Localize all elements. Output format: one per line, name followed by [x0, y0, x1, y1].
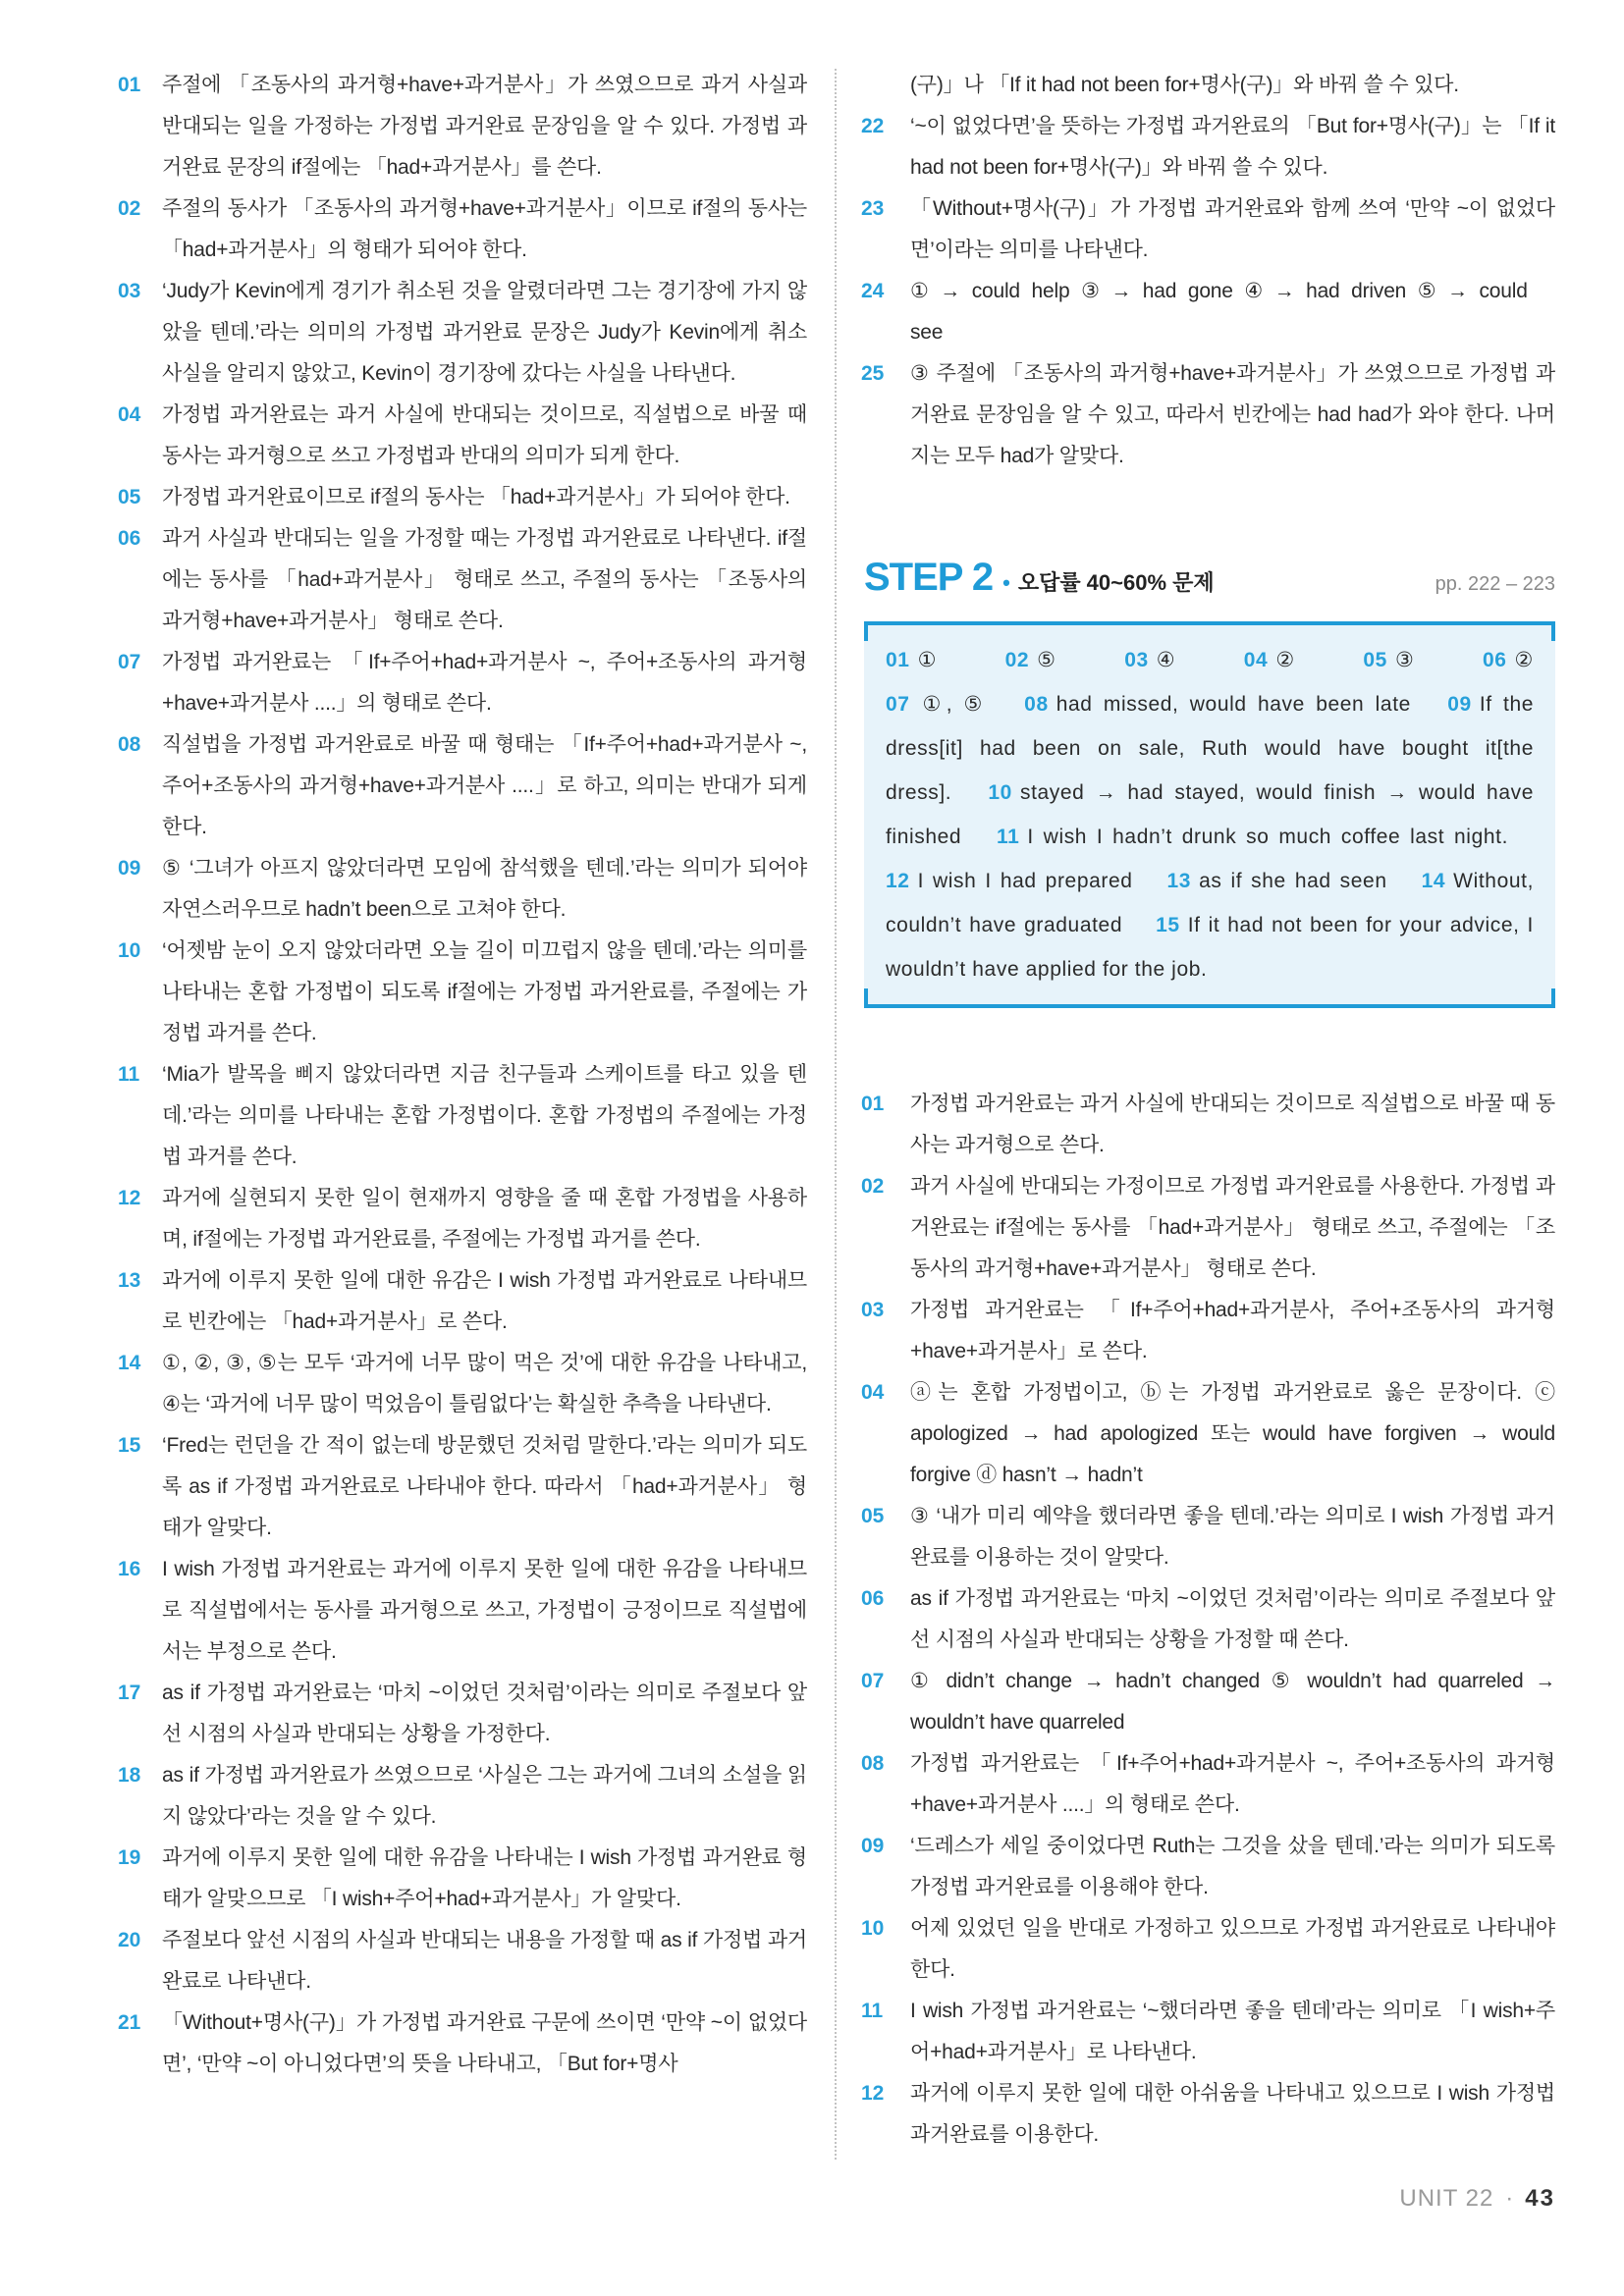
page-number: 43	[1525, 2185, 1555, 2212]
item-text: 직설법을 가정법 과거완료로 바꿀 때 형태는 「If+주어+had+과거분사 ~, 주어+조동사의 과거형+have+과거분사 ....」로 하고, 의미는 반대가 되게 한다.	[162, 733, 807, 838]
item-number: 08	[118, 733, 141, 756]
step-label: STEP 2	[864, 556, 994, 599]
item-text: ① → could help ③ → had gone ④ → had driven ⑤ → could see	[910, 280, 1528, 344]
explanation-item-15	[118, 1425, 807, 1549]
step2-item-10	[861, 1908, 1555, 1991]
item-number: 13	[118, 1269, 141, 1292]
item-text: 가정법 과거완료는 과거 사실에 반대되는 것이므로, 직설법으로 바꿀 때 동사는 과거형으로 쓰고 가정법과 반대의 의미가 되게 한다.	[162, 403, 807, 467]
answer-04	[1244, 638, 1295, 682]
step2-item-08	[861, 1743, 1555, 1826]
item-number: 09	[118, 857, 141, 880]
item-number: 23	[861, 197, 885, 220]
footer-separator: ·	[1505, 2185, 1514, 2212]
item-text: as if 가정법 과거완료는 ‘마치 ~이었던 것처럼’이라는 의미로 주절보다 앞선 시점의 사실과 반대되는 상황을 가정한다.	[162, 1682, 807, 1745]
answer-number: 10	[988, 781, 1012, 804]
item-text: 과거에 이루지 못한 일에 대한 유감은 I wish 가정법 과거완료로 나타내므로 빈칸에는 「had+과거분사」로 쓴다.	[162, 1269, 807, 1333]
item-number: 03	[861, 1299, 885, 1321]
item-number: 03	[118, 280, 141, 302]
step2-item-09	[861, 1826, 1555, 1908]
answer-number: 14	[1421, 870, 1446, 892]
step2-item-03	[861, 1290, 1555, 1372]
item-number: 05	[118, 486, 141, 508]
item-text: 가정법 과거완료는 「If+주어+had+과거분사, 주어+조동사의 과거형+have+과거분사」로 쓴다.	[910, 1299, 1555, 1362]
explanation-item-09	[118, 848, 807, 931]
column-divider	[835, 69, 837, 2160]
item-number: 24	[861, 280, 885, 302]
item-text: 가정법 과거완료는 「If+주어+had+과거분사 ~, 주어+조동사의 과거형+have+과거분사 ....」의 형태로 쓴다.	[162, 651, 807, 715]
answer-text: stayed → had stayed, would finish → would have finished	[886, 781, 1534, 848]
box-corner	[1551, 625, 1555, 641]
explanation-item-03	[118, 271, 807, 395]
answer-text: as if she had seen	[1199, 870, 1387, 892]
explanation-item-07	[118, 642, 807, 724]
bullet-icon: •	[1002, 570, 1010, 595]
answer-01	[886, 638, 937, 682]
item-text: 주절에 「조동사의 과거형+have+과거분사」가 쓰였으므로 과거 사실과 반대되는 일을 가정하는 가정법 과거완료 문장임을 알 수 있다. 가정법 과거완료 문장의 if절에는 「had+과거분사」를 쓴다.	[162, 74, 807, 179]
explanation-item-20	[118, 1920, 807, 2002]
explanation-item-06	[118, 518, 807, 642]
item-number: 22	[861, 115, 885, 137]
item-text: 어제 있었던 일을 반대로 가정하고 있으므로 가정법 과거완료로 나타내야 한다.	[910, 1917, 1555, 1981]
answer-number: 05	[1363, 649, 1387, 671]
answer-06	[1483, 638, 1534, 682]
item-number: 01	[118, 74, 141, 96]
page-reference: pp. 222 – 223	[1435, 573, 1555, 595]
answer-text: ③	[1394, 649, 1415, 671]
unit-label: UNIT 22	[1399, 2185, 1494, 2212]
item-number: 04	[861, 1381, 885, 1404]
item-number: 12	[861, 2082, 885, 2105]
item-text: 주절의 동사가 「조동사의 과거형+have+과거분사」이므로 if절의 동사는 「had+과거분사」의 형태가 되어야 한다.	[162, 197, 807, 261]
answer-text: ④	[1156, 649, 1176, 671]
answer-11	[997, 826, 1508, 848]
item-text: I wish 가정법 과거완료는 ‘~했더라면 좋을 텐데’라는 의미로 「I wish+주어+had+과거분사」로 나타낸다.	[910, 2000, 1555, 2063]
explanation-item-23	[861, 188, 1555, 271]
item-number: 10	[861, 1917, 885, 1940]
item-text: 「Without+명사(구)」가 가정법 과거완료 구문에 쓰이면 ‘만약 ~이 없었다면’, ‘만약 ~이 아니었다면’의 뜻을 나타내고, 「But for+명사	[162, 2011, 807, 2075]
left-column	[118, 65, 807, 2085]
step2-item-12	[861, 2073, 1555, 2156]
page-footer	[1399, 2185, 1555, 2213]
step2-item-07	[861, 1661, 1555, 1743]
item-number: 04	[118, 403, 141, 426]
answer-text: If it had not been for your advice, I wouldn’t have applied for the job.	[886, 914, 1534, 981]
answer-number: 12	[886, 870, 910, 892]
item-number: 05	[861, 1505, 885, 1527]
step2-item-04	[861, 1372, 1555, 1496]
item-number: 15	[118, 1434, 141, 1457]
item-text: ⑤ ‘그녀가 아프지 않았더라면 모임에 참석했을 텐데.’라는 의미가 되어야 자연스러우므로 hadn’t been으로 고쳐야 한다.	[162, 857, 807, 921]
item-text: ‘드레스가 세일 중이었다면 Ruth는 그것을 샀을 텐데.’라는 의미가 되도록 가정법 과거완료를 이용해야 한다.	[910, 1835, 1555, 1898]
item-text: 가정법 과거완료는 「If+주어+had+과거분사 ~, 주어+조동사의 과거형+have+과거분사 ....」의 형태로 쓴다.	[910, 1752, 1555, 1816]
explanation-item-02	[118, 188, 807, 271]
answer-13	[1167, 870, 1387, 892]
answer-number: 02	[1004, 649, 1030, 671]
explanation-item-14	[118, 1343, 807, 1425]
item-number: 19	[118, 1846, 141, 1869]
answer-number: 03	[1124, 649, 1149, 671]
item-text: ① didn’t change → hadn’t changed ⑤ wouldn’t had quarreled → wouldn’t have quarreled	[910, 1670, 1555, 1734]
answer-text: Without, couldn’t have graduated	[886, 870, 1534, 936]
item-number: 06	[118, 527, 141, 550]
step2-header	[864, 556, 1555, 611]
item-text: 과거 사실에 반대되는 가정이므로 가정법 과거완료를 사용한다. 가정법 과거완료는 if절에는 동사를 「had+과거분사」 형태로 쓰고, 주절에는 「조동사의 과거형+have+과거분사」 형태로 쓴다.	[910, 1175, 1555, 1280]
explanation-item-11	[118, 1054, 807, 1178]
explanation-item-10	[118, 931, 807, 1054]
step2-item-01	[861, 1084, 1555, 1166]
answer-number: 04	[1243, 649, 1269, 671]
item-text: ‘어젯밤 눈이 오지 않았더라면 오늘 길이 미끄럽지 않을 텐데.’라는 의미를 나타내는 혼합 가정법이 되도록 if절에는 가정법 과거완료를, 주절에는 가정법 과거를 쓴다.	[162, 939, 807, 1044]
item-text: 과거 사실과 반대되는 일을 가정할 때는 가정법 과거완료로 나타낸다. if절에는 동사를 「had+과거분사」 형태로 쓰고, 주절의 동사는 「조동사의 과거형+have+과거분사」 형태로 쓴다.	[162, 527, 807, 632]
item-text: ‘Mia가 발목을 삐지 않았더라면 지금 친구들과 스케이트를 타고 있을 텐데.’라는 의미를 나타내는 혼합 가정법이다. 혼합 가정법의 주절에는 가정법 과거를 쓴다.	[162, 1063, 807, 1168]
answer-number: 09	[1447, 693, 1472, 716]
item-text: 과거에 이루지 못한 일에 대한 아쉬움을 나타내고 있으므로 I wish 가정법 과거완료를 이용한다.	[910, 2082, 1555, 2146]
item-number: 02	[861, 1175, 885, 1198]
step2-item-06	[861, 1578, 1555, 1661]
right-column-step1	[861, 65, 1555, 477]
answer-number: 07	[886, 693, 910, 716]
item-21-continuation: (구)」나 「If it had not been for+명사(구)」와 바꿔 쓸 수 있다.	[910, 74, 1459, 96]
answer-number: 11	[997, 826, 1020, 848]
explanation-item-01	[118, 65, 807, 188]
answer-number: 06	[1482, 649, 1507, 671]
step2-item-05	[861, 1496, 1555, 1578]
answer-row-1	[886, 638, 1534, 682]
item-text: 가정법 과거완료는 과거 사실에 반대되는 것이므로 직설법으로 바꿀 때 동사는 과거형으로 쓴다.	[910, 1093, 1555, 1156]
box-corner	[864, 625, 868, 641]
box-corner	[1551, 988, 1555, 1004]
item-number: 17	[118, 1682, 141, 1704]
answer-text: ②	[1514, 649, 1534, 671]
explanation-item-24	[861, 271, 1555, 353]
answer-text: ①, ⑤	[917, 693, 988, 716]
item-number: 08	[861, 1752, 885, 1775]
explanation-item-13	[118, 1260, 807, 1343]
item-number: 20	[118, 1929, 141, 1951]
explanation-item-25	[861, 353, 1555, 477]
answer-text: I wish I hadn’t drunk so much coffee last night.	[1027, 826, 1508, 848]
item-number: 07	[861, 1670, 885, 1692]
item-number: 16	[118, 1558, 141, 1580]
item-number: 02	[118, 197, 141, 220]
item-number: 18	[118, 1764, 141, 1787]
item-text: 주절보다 앞선 시점의 사실과 반대되는 내용을 가정할 때 as if 가정법 과거완료로 나타낸다.	[162, 1929, 807, 1993]
explanation-item-16	[118, 1549, 807, 1673]
answer-12	[886, 870, 1133, 892]
explanation-item-18	[118, 1755, 807, 1838]
answer-07	[886, 693, 988, 716]
answer-number: 13	[1166, 870, 1192, 892]
explanation-item-22	[861, 106, 1555, 188]
explanation-item-21	[118, 2002, 807, 2085]
item-text: ③ ‘내가 미리 예약을 했더라면 좋을 텐데.’라는 의미로 I wish 가정법 과거완료를 이용하는 것이 알맞다.	[910, 1505, 1555, 1569]
item-number: 12	[118, 1187, 141, 1209]
item-number: 11	[861, 2000, 884, 2022]
item-text: ‘Fred는 런던을 간 적이 없는데 방문했던 것처럼 말한다.’라는 의미가 되도록 as if 가정법 과거완료로 나타내야 한다. 따라서 「had+과거분사」 형태가 알맞다.	[162, 1434, 807, 1539]
answer-08	[1024, 693, 1411, 716]
answer-number: 01	[886, 649, 910, 671]
answer-text: had missed, would have been late	[1056, 693, 1411, 716]
item-text: as if 가정법 과거완료는 ‘마치 ~이었던 것처럼’이라는 의미로 주절보다 앞선 시점의 사실과 반대되는 상황을 가정할 때 쓴다.	[910, 1587, 1555, 1651]
explanation-item-05	[118, 477, 807, 518]
item-text: ⓐ는 혼합 가정법이고, ⓑ는 가정법 과거완료로 옳은 문장이다. ⓒ apologized → had apologized 또는 would have forgiven → would forgive ⓓ hasn’t → hadn’t	[910, 1381, 1555, 1486]
item-text: as if 가정법 과거완료가 쓰였으므로 ‘사실은 그는 과거에 그녀의 소설을 읽지 않았다’라는 것을 알 수 있다.	[162, 1764, 807, 1828]
item-text: ‘~이 없었다면’을 뜻하는 가정법 과거완료의 「But for+명사(구)」는 「If it had not been for+명사(구)」와 바꿔 쓸 수 있다.	[910, 115, 1555, 179]
answer-text: ⑤	[1037, 649, 1056, 671]
explanation-item-19	[118, 1838, 807, 1920]
item-number: 06	[861, 1587, 885, 1610]
answer-02	[1005, 638, 1056, 682]
answer-05	[1363, 638, 1414, 682]
answer-text: ②	[1275, 649, 1295, 671]
item-number: 09	[861, 1835, 885, 1857]
item-text: ‘Judy가 Kevin에게 경기가 취소된 것을 알렸더라면 그는 경기장에 가지 않았을 텐데.’라는 의미의 가정법 과거완료 문장은 Judy가 Kevin에게 취소 사실을 알리지 않았고, Kevin이 경기장에 갔다는 사실을 나타낸다.	[162, 280, 807, 385]
explanation-item-08	[118, 724, 807, 848]
answer-text: I wish I had prepared	[917, 870, 1133, 892]
answer-rest	[886, 682, 1534, 991]
answer-key-box	[864, 621, 1555, 1008]
item-text: 가정법 과거완료이므로 if절의 동사는 「had+과거분사」가 되어야 한다.	[162, 486, 790, 508]
item-text: 「Without+명사(구)」가 가정법 과거완료와 함께 쓰여 ‘만약 ~이 없었다면’이라는 의미를 나타낸다.	[910, 197, 1555, 261]
item-number: 07	[118, 651, 141, 673]
item-text: ③ 주절에 「조동사의 과거형+have+과거분사」가 쓰였으므로 가정법 과거완료 문장임을 알 수 있고, 따라서 빈칸에는 had had가 와야 한다. 나머지는 모두 had가 알맞다.	[910, 362, 1555, 467]
item-number: 10	[118, 939, 141, 962]
explanation-item-17	[118, 1673, 807, 1755]
answer-text: If the dress[it] had been on sale, Ruth would have bought it[the dress].	[886, 693, 1534, 804]
answer-number: 08	[1024, 693, 1049, 716]
explanation-item-04	[118, 395, 807, 477]
item-number: 21	[118, 2011, 141, 2034]
step2-item-11	[861, 1991, 1555, 2073]
item-text: 과거에 실현되지 못한 일이 현재까지 영향을 줄 때 혼합 가정법을 사용하며, if절에는 가정법 과거완료를, 주절에는 가정법 과거를 쓴다.	[162, 1187, 807, 1251]
step2-explanations	[861, 1084, 1555, 2156]
item-text: I wish 가정법 과거완료는 과거에 이루지 못한 일에 대한 유감을 나타내므로 직설법에서는 동사를 과거형으로 쓰고, 가정법이 긍정이므로 직설법에서는 부정으로 쓴다.	[162, 1558, 807, 1663]
explanation-item-12	[118, 1178, 807, 1260]
item-number: 01	[861, 1093, 885, 1115]
item-number: 11	[118, 1063, 140, 1086]
box-corner	[864, 988, 868, 1004]
item-number: 14	[118, 1352, 141, 1374]
item-text: 과거에 이루지 못한 일에 대한 유감을 나타내는 I wish 가정법 과거완료 형태가 알맞으므로 「I wish+주어+had+과거분사」가 알맞다.	[162, 1846, 807, 1910]
step-title: 오답률 40~60% 문제	[1017, 570, 1215, 595]
step2-item-02	[861, 1166, 1555, 1290]
answer-03	[1124, 638, 1175, 682]
answer-text: ①	[917, 649, 937, 671]
answer-number: 15	[1156, 914, 1180, 936]
item-number: 25	[861, 362, 885, 385]
item-text: ①, ②, ③, ⑤는 모두 ‘과거에 너무 많이 먹은 것’에 대한 유감을 나타내고, ④는 ‘과거에 너무 많이 먹었음이 틀림없다’는 확실한 추측을 나타낸다.	[162, 1352, 807, 1415]
